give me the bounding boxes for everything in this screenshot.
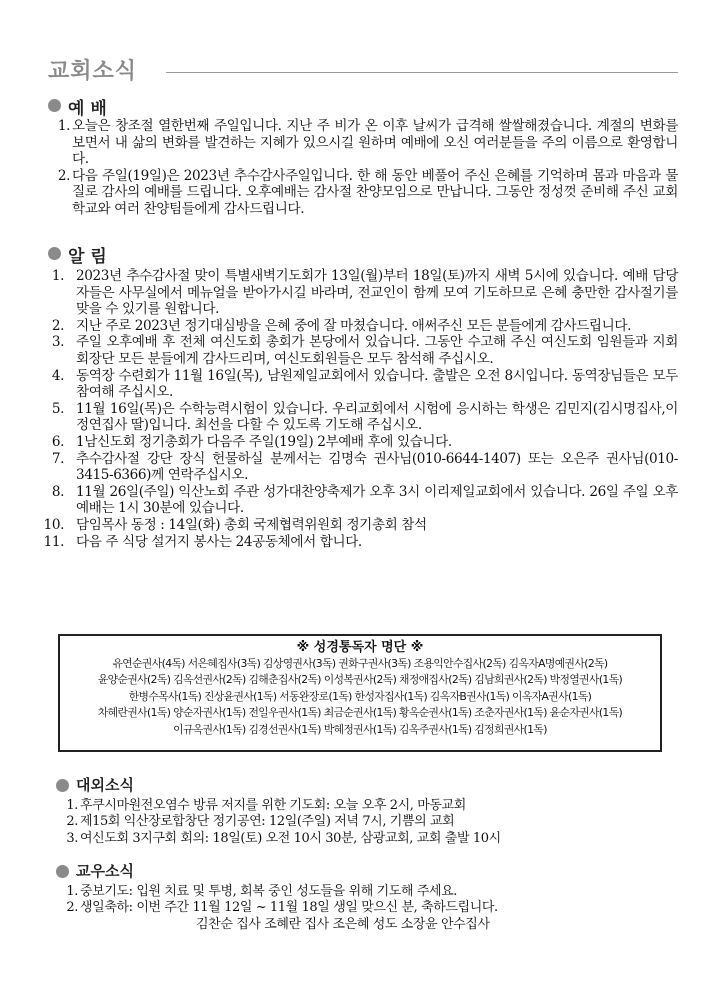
list-item: 8. 11월 26일(주일) 익산노회 주관 성가대찬양축제가 오후 3시 이리제일교회에서 있습니다. 26일 주일 오후예배는 1시 30분에 있습니다. xyxy=(51,483,678,517)
bible-reading-box xyxy=(58,634,662,752)
list-item: 6. 1남신도회 정기총회가 다음주 주일(19일) 2부예배 후에 있습니다. xyxy=(51,433,452,450)
list-item: 4. 동역장 수련회가 11월 16일(목), 남원제일교회에서 있습니다. 출발은 오전 8시입니다. 동역장님들은 모두 참여해 주십시오. xyxy=(51,367,678,401)
members-section xyxy=(48,860,678,933)
list-item: 1. 중보기도: 입원 치료 및 투병, 회복 중인 성도들을 위해 기도해 주세요. xyxy=(66,884,458,899)
worship-list xyxy=(48,118,678,218)
list-item: 2. 제15회 익산장로합창단 정기공연: 12일(주일) 저녁 7시, 기쁨의 교회 xyxy=(66,814,455,830)
bullet-icon xyxy=(56,865,69,878)
worship-heading xyxy=(48,94,678,118)
reader-line: 윤양순권사(2독) 김옥선권사(2독) 김해춘집사(2독) 이성복권사(2독) 채정애집사(2독) 김남희권사(2독) 박정열권사(1독) xyxy=(97,673,623,687)
box-title: ※ 성경통독자 명단 ※ xyxy=(296,640,424,655)
reader-line: 이규옥권사(1독) 김경선권사(1독) 박혜정권사(1독) 김옥주권사(1독) 김정희권사(1독) xyxy=(173,722,547,736)
reader-line: 차혜란권사(1독) 양순자권사(1독) 전일우권사(1독) 최금순권사(1독) 황옥순권사(1독) 조춘자권사(1독) 윤순자권사(1독) xyxy=(97,706,623,720)
foreign-list xyxy=(56,798,678,847)
foreign-heading xyxy=(48,774,678,798)
list-item: 11. 다음 주 식당 설거지 봉사는 24공동체에서 합니다. xyxy=(43,533,362,550)
foreign-title: 대외소식 xyxy=(76,776,134,794)
members-title: 교우소식 xyxy=(76,862,134,880)
members-heading xyxy=(48,860,678,884)
header-divider xyxy=(166,72,678,73)
members-list xyxy=(56,884,678,933)
list-item: 2. 지난 주로 2023년 정기대심방을 은혜 중에 잘 마쳤습니다. 애써주신 모든 분들에게 감사드립니다. xyxy=(51,317,632,334)
list-item: 3. 주일 오후예배 후 전체 여신도회 총회가 본당에서 있습니다. 그동안 수고해 주신 여신도회 임원들과 지회 회장단 모든 분들에게 감사드리며, 여신도회원들은 모두 참석해 주십시오. xyxy=(51,334,678,367)
reader-line: 한병수목사(1독) 진상윤권사(1독) 서동완장로(1독) 한성자집사(1독) 김옥자B권사(1독) 이옥자A권사(1독) xyxy=(128,689,592,703)
list-item: 1. 2023년 추수감사절 맞이 특별새벽기도회가 13일(월)부터 18일(토)까지 새벽 5시에 있습니다. 예배 담당자들은 사무실에서 메뉴얼을 받아가시길 바라며, 전교인이 함께 모여 기도하므로 은혜 충만한 감사절기를 맞을 수 있기를 원합니다. xyxy=(51,268,678,318)
section-header xyxy=(48,54,678,88)
bullet-icon xyxy=(56,779,69,792)
bullet-icon xyxy=(48,247,61,260)
reader-line: 유연순권사(4독) 서은혜집사(3독) 김상영권사(3독) 권화구권사(3독) 조용익안수집사(2독) 김옥자A명예권사(2독) xyxy=(112,657,608,670)
list-item: 2. 다음 주일(19일)은 2023년 추수감사주일입니다. 한 해 동안 베풀어 주신 은혜를 기억하며 몸과 마음과 물질로 감사의 예배를 드립니다. 오후예배는 감사절 찬양모임으로 만납니다. 그동안 정성껏 준비해 주신 교회학교와 여러 찬양팀들에게 감사드립니다. xyxy=(57,167,678,217)
bullet-icon xyxy=(48,99,61,112)
page-title: 교회소식 xyxy=(48,59,138,84)
list-item: 1. 오늘은 창조절 열한번째 주일입니다. 지난 주 비가 온 이후 날씨가 급격해 쌀쌀해졌습니다. 계절의 변화를 보면서 내 삶의 변화를 발견하는 지혜가 있으시길 원하며 예배에 오신 여러분들을 주의 이름으로 환영합니다. xyxy=(57,118,678,168)
list-item: 1. 후쿠시마원전오염수 방류 저지를 위한 기도회: 오늘 오후 2시, 마동교회 xyxy=(66,798,466,813)
list-item: 5. 11월 16일(목)은 수학능력시험이 있습니다. 우리교회에서 시험에 응시하는 학생은 김민지(김시명집사,이정연집사 딸)입니다. 최선을 다할 수 있도록 기도해 주십시오. xyxy=(51,400,678,434)
list-item: 10. 담임목사 동정 : 14일(화) 총회 국제협력위원회 정기총회 참석 xyxy=(43,516,427,533)
list-item: 7. 추수감사절 강단 장식 헌물하실 분께서는 김명숙 권사님(010-6644-1407) 또는 오은주 권사님(010-3415-6366)께 연락주십시오. xyxy=(51,450,678,484)
notices-heading xyxy=(48,242,678,266)
worship-title: 예 배 xyxy=(68,99,107,119)
notices-title: 알 림 xyxy=(68,247,107,267)
list-item: 3. 여신도회 3지구회 회의: 18일(토) 오전 10시 30분, 삼광교회, 교회 출발 10시 xyxy=(66,830,501,846)
birthday-names: 김찬순 집사 조혜란 집사 조은혜 성도 소장윤 안수집사 xyxy=(196,916,490,932)
worship-section xyxy=(48,94,678,218)
list-item: 2. 생일축하: 이번 주간 11월 12일 ~ 11월 18일 생일 맞으신 분, 축하드립니다. xyxy=(66,900,498,916)
foreign-section xyxy=(48,774,678,847)
notices-section xyxy=(43,242,678,550)
notices-list xyxy=(43,268,678,550)
